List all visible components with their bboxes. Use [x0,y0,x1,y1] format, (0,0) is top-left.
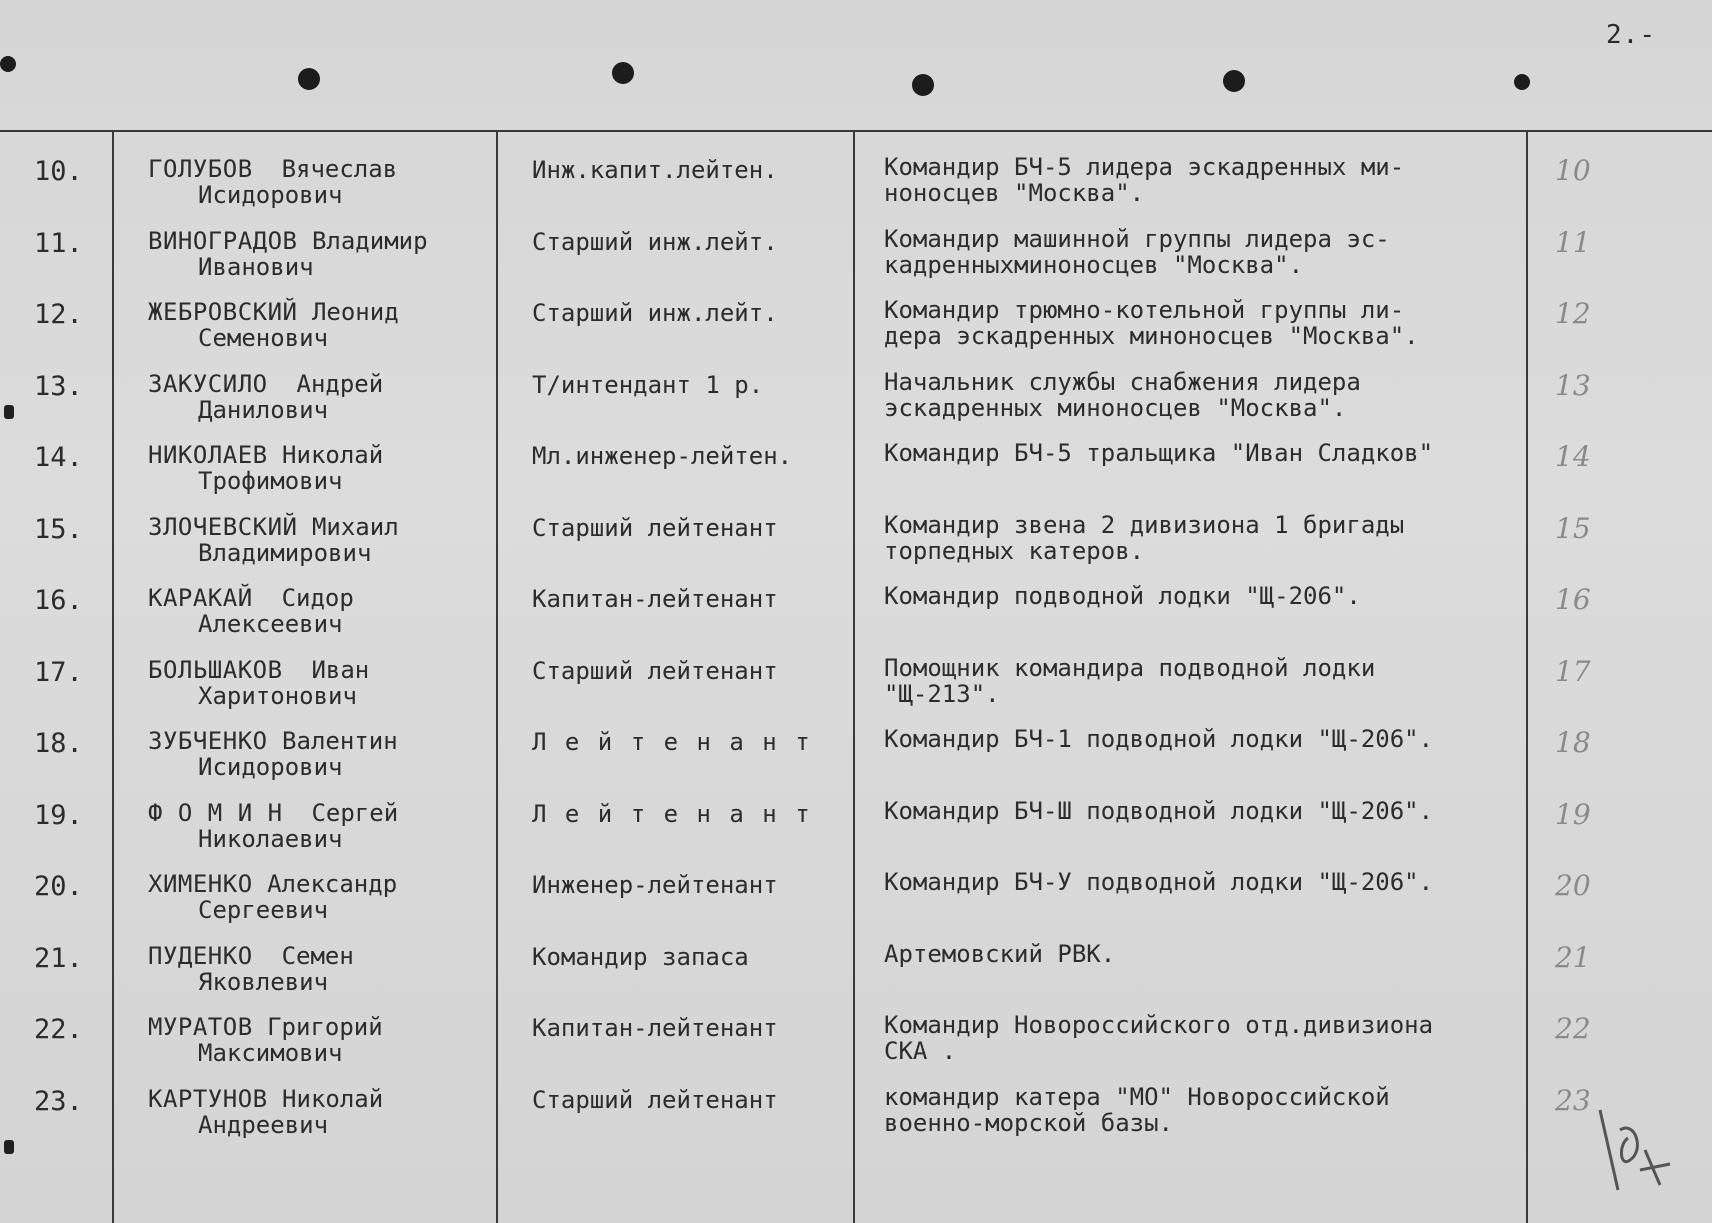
handwritten-number: 14 [1555,440,1591,473]
table-row [0,865,1712,937]
surname: ГОЛУБОВ [148,155,253,183]
table-top-rule [0,130,1712,132]
position: Командир машинной группы лидера эс- кадренныхминоносцев "Москва". [884,224,1390,279]
table-row [0,794,1712,866]
surname: ЖЕБРОВСКИЙ [148,298,298,326]
table-row [0,937,1712,1009]
rank: Старший лейтенант [532,656,778,685]
person-name [148,299,399,351]
given-name: Александр [267,870,398,898]
surname: КАРАКАЙ [148,584,253,612]
given-name: Владимир [311,226,428,255]
given-name: Григорий [267,1013,383,1041]
table-row [0,651,1712,723]
given-name: Сергей [311,798,399,827]
row-number: 21. [34,942,83,974]
given-name: Сидор [281,584,354,612]
row-number: 18. [34,728,83,759]
personnel-list [0,150,1712,1151]
position: Командир БЧ-5 тральщика "Иван Сладков" [884,439,1434,467]
given-name: Иван [311,655,370,684]
given-name: Леонид [311,298,399,326]
rank: Командир запаса [532,942,749,971]
punch-hole [0,56,16,72]
table-row [0,436,1712,508]
person-name [148,1086,383,1138]
rank: Т/интендант 1 р. [532,370,764,399]
handwritten-number: 16 [1555,583,1591,616]
handwritten-number: 13 [1555,368,1591,402]
punch-hole [298,68,320,90]
position: Командир БЧ-1 подводной лодки "Щ-206". [884,725,1434,753]
handwritten-number: 21 [1555,940,1591,974]
position: Командир подводной лодки "Щ-206". [884,582,1361,610]
table-row [0,508,1712,580]
rank: Старший лейтенант [532,1085,778,1114]
person-name [148,871,397,923]
person-name [148,442,383,494]
patronymic: Владимирович [198,538,372,567]
patronymic: Андреевич [198,1110,329,1139]
surname: БОЛЬШАКОВ [148,655,283,684]
handwritten-number: 10 [1555,154,1591,187]
table-row [0,293,1712,365]
person-name [148,657,369,709]
table-row [0,579,1712,651]
person-name [148,228,428,280]
given-name: Вячеслав [281,155,398,183]
position: Начальник службы снабжения лидера эскадренных миноносцев "Москва". [884,367,1361,422]
given-name: Николай [282,1084,384,1113]
surname: КАРТУНОВ [148,1084,268,1113]
handwritten-number: 11 [1555,225,1591,259]
table-row [0,722,1712,794]
person-name [148,800,398,852]
patronymic: Исидорович [198,753,343,781]
handwritten-corner-mark [1590,1090,1680,1200]
rank: Старший инж.лейт. [532,227,778,256]
position: Помощник командира подводной лодки "Щ-213". [884,653,1376,708]
position: Командир Новороссийского отд.дивизиона СКА . [884,1011,1434,1065]
row-number: 12. [34,299,83,330]
handwritten-number: 18 [1555,726,1591,759]
surname: ХИМЕНКО [148,870,253,898]
row-number: 16. [34,585,83,616]
rank: Инженер-лейтенант [532,871,778,899]
patronymic: Алексеевич [198,610,343,638]
position: Артемовский РВК. [884,939,1116,968]
handwritten-number: 23 [1555,1083,1591,1117]
position: командир катера "МО" Новороссийской военно-морской базы. [884,1082,1390,1137]
patronymic: Сергеевич [198,896,329,924]
rank: Капитан-лейтенант [532,585,778,613]
table-row [0,365,1712,437]
person-name [148,156,397,208]
page-number: 2.- [1606,20,1656,50]
handwritten-number: 19 [1555,797,1591,831]
person-name [148,943,354,995]
punch-hole [612,62,634,84]
person-name [148,1014,383,1066]
row-number: 20. [34,871,83,902]
surname: ПУДЕНКО [148,941,253,970]
person-name [148,371,383,423]
patronymic: Иванович [198,252,314,281]
table-row [0,150,1712,222]
row-number: 19. [34,799,83,831]
given-name: Андрей [296,369,384,398]
given-name: Михаил [311,512,399,541]
patronymic: Максимович [198,1039,343,1067]
row-number: 22. [34,1014,83,1045]
handwritten-number: 12 [1555,297,1591,330]
surname: МУРАТОВ [148,1013,253,1041]
rank: Капитан-лейтенант [532,1014,778,1042]
patronymic: Данилович [198,395,329,424]
patronymic: Трофимович [198,467,343,495]
rank: Л е й т е н а н т [532,728,812,756]
given-name: Николай [282,441,384,469]
position: Командир звена 2 дивизиона 1 бригады торпедных катеров. [884,510,1405,565]
table-row [0,222,1712,294]
table-row [0,1080,1712,1152]
patronymic: Харитонович [198,681,357,710]
surname: ЗАКУСИЛО [148,369,268,398]
row-number: 17. [34,656,83,688]
person-name [148,728,398,780]
position: Командир БЧ-5 лидера эскадренных ми- ноносцев "Москва". [884,153,1405,207]
handwritten-number: 20 [1555,869,1591,902]
row-number: 23. [34,1085,83,1117]
handwritten-number: 17 [1555,654,1591,688]
punch-hole [1514,74,1530,90]
patronymic: Семенович [198,324,329,352]
surname: ЗЛОЧЕВСКИЙ [148,512,298,541]
surname: ЗУБЧЕНКО [148,727,268,755]
surname: НИКОЛАЕВ [148,441,268,469]
position: Командир трюмно-котельной группы ли- дера эскадренных миноносцев "Москва". [884,296,1419,350]
row-number: 15. [34,513,83,545]
rank: Мл.инженер-лейтен. [532,442,793,470]
row-number: 14. [34,442,83,473]
rank: Старший инж.лейт. [532,299,778,327]
rank: Л е й т е н а н т [532,799,812,828]
surname: ВИНОГРАДОВ [148,226,298,255]
rank: Инж.капит.лейтен. [532,156,778,184]
given-name: Семен [281,941,354,970]
rank: Старший лейтенант [532,513,778,542]
patronymic: Николаевич [198,824,343,853]
handwritten-number: 15 [1555,511,1591,545]
table-row [0,1008,1712,1080]
row-number: 13. [34,370,83,402]
row-number: 10. [34,156,83,187]
punch-hole [912,74,934,96]
surname: Ф О М И Н [148,798,283,827]
row-number: 11. [34,227,83,259]
given-name: Валентин [282,727,398,755]
person-name [148,585,354,637]
patronymic: Исидорович [198,181,343,209]
patronymic: Яковлевич [198,967,329,996]
position: Командир БЧ-Ш подводной лодки "Щ-206". [884,796,1434,825]
person-name [148,514,399,566]
position: Командир БЧ-У подводной лодки "Щ-206". [884,868,1434,896]
punch-hole [1223,70,1245,92]
handwritten-number: 22 [1555,1012,1591,1045]
